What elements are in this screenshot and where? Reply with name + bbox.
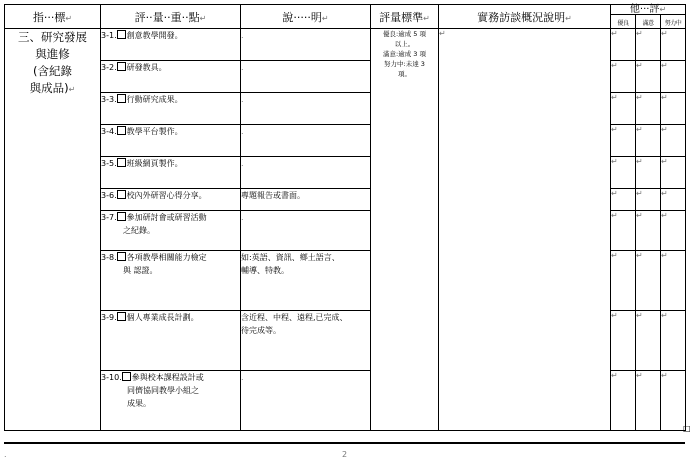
score-excellent[interactable]: ↵ [611, 189, 636, 211]
score-excellent[interactable]: ↵ [611, 311, 636, 371]
header-standard: 評量標準↵ [371, 5, 439, 29]
score-excellent[interactable]: ↵ [611, 29, 636, 61]
score-satisfied[interactable]: ↵ [636, 189, 661, 211]
score-satisfied[interactable]: ↵ [636, 61, 661, 93]
score-effort[interactable]: ↵ [661, 125, 686, 157]
score-excellent[interactable]: ↵ [611, 211, 636, 251]
item-cell: 3-3. 行動研究成果。 [101, 93, 241, 125]
evaluation-sheet [4, 4, 684, 440]
table-row [5, 29, 686, 61]
score-satisfied[interactable]: ↵ [636, 157, 661, 189]
desc-cell [241, 311, 371, 371]
category-line-1: 三、研究發展 [18, 30, 87, 44]
category-line-4: 與成品) [29, 81, 69, 95]
header-description: 說‧‧‧‧‧明↵ [241, 5, 371, 29]
score-effort[interactable]: ↵ [661, 93, 686, 125]
checkbox[interactable] [117, 312, 126, 321]
visit-notes-cell[interactable]: ↵ [439, 29, 611, 431]
standard-line-4: 努力中:未達 3 [384, 60, 425, 68]
item-cell: 3-2. 研發教具。 [101, 61, 241, 93]
header-visit: 實務訪談概況說明↵ [439, 5, 611, 29]
desc-cell: . [241, 29, 371, 61]
item-cell: 3-10. 參與校本課程設計或 同儕協同教學小組之 成果。 [101, 371, 241, 431]
desc-cell: . [241, 211, 371, 251]
standard-cell [371, 29, 439, 431]
checkbox[interactable] [117, 212, 126, 221]
checkbox[interactable] [117, 158, 126, 167]
desc-cell [241, 251, 371, 311]
checkbox[interactable] [117, 190, 126, 199]
standard-line-2: 以上。 [394, 40, 415, 48]
score-effort[interactable]: ↵ [661, 251, 686, 311]
header-sub-effort: 努力中 [661, 15, 686, 29]
desc-line-2: 待完成等。 [241, 326, 281, 335]
desc-line-1: 含近程、中程、遠程,已完成、 [241, 313, 348, 322]
score-effort[interactable]: ↵ [661, 189, 686, 211]
desc-cell: . [241, 157, 371, 189]
item-cell: 3-6. 校內外研習心得分享。 [101, 189, 241, 211]
desc-cell: . [241, 93, 371, 125]
desc-line-1: 如:英語、資訊、鄉土語言、 [241, 253, 340, 262]
score-effort[interactable]: ↵ [661, 29, 686, 61]
checkbox[interactable] [117, 252, 126, 261]
score-effort[interactable]: ↵ [661, 61, 686, 93]
score-satisfied[interactable]: ↵ [636, 93, 661, 125]
category-line-3: (含紀錄 [33, 64, 72, 78]
category-line-2: 與進修 [35, 47, 70, 61]
score-excellent[interactable]: ↵ [611, 251, 636, 311]
score-satisfied[interactable]: ↵ [636, 29, 661, 61]
item-cell: 3-5. 班級網頁製作。 [101, 157, 241, 189]
score-effort[interactable]: ↵ [661, 311, 686, 371]
desc-cell: . [241, 61, 371, 93]
evaluation-table [4, 4, 686, 431]
checkbox[interactable] [117, 126, 126, 135]
page-number: 2 [342, 450, 348, 459]
standard-line-3: 滿意:逾成 3 項 [383, 50, 426, 58]
desc-cell: 專題報告或書面。 [241, 189, 371, 211]
item-cell: 3-9. 個人專業成長計劃。 [101, 311, 241, 371]
standard-line-5: 項。 [398, 70, 411, 78]
item-cell: 3-1. 創意教學開發。 [101, 29, 241, 61]
desc-line-2: 輔導、特教。 [241, 266, 289, 275]
score-effort[interactable]: ↵ [661, 157, 686, 189]
score-excellent[interactable]: ↵ [611, 371, 636, 431]
paragraph-mark: . [4, 450, 7, 459]
standard-line-1: 優良:逾成 5 項 [383, 30, 426, 38]
score-satisfied[interactable]: ↵ [636, 125, 661, 157]
score-effort[interactable]: ↵ [661, 371, 686, 431]
header-sub-satisfied: 滿意 [636, 15, 661, 29]
score-effort[interactable]: ↵ [661, 211, 686, 251]
table-bottom-border [4, 442, 685, 444]
score-satisfied[interactable]: ↵ [636, 251, 661, 311]
desc-cell: . [241, 125, 371, 157]
checkbox[interactable] [117, 62, 126, 71]
category-cell: 三、研究發展 與進修 (含紀錄 與成品)↵ [5, 29, 101, 431]
header-points: 評‧‧量‧‧重‧‧點↵ [101, 5, 241, 29]
corner-mark: □ [683, 424, 691, 433]
checkbox[interactable] [122, 372, 131, 381]
header-row-top [5, 5, 686, 15]
item-cell: 3-8. 各項教學相關能力檢定 與 認證。 [101, 251, 241, 311]
item-cell: 3-4. 教學平台製作。 [101, 125, 241, 157]
header-indicator: 指‧‧‧標↵ [5, 5, 101, 29]
desc-cell: . [241, 371, 371, 431]
score-excellent[interactable]: ↵ [611, 157, 636, 189]
score-satisfied[interactable]: ↵ [636, 371, 661, 431]
item-cell-line-2: 同儕協同教學小組之 [127, 386, 199, 395]
item-cell-line-2: 之紀錄。 [123, 226, 155, 235]
item-cell-line-2: 與 認證。 [123, 266, 158, 275]
item-cell-line-3: 成果。 [127, 399, 151, 408]
score-excellent[interactable]: ↵ [611, 125, 636, 157]
score-excellent[interactable]: ↵ [611, 93, 636, 125]
header-rating: 他‧‧‧評↵ [611, 5, 686, 15]
checkbox[interactable] [117, 94, 126, 103]
score-satisfied[interactable]: ↵ [636, 211, 661, 251]
score-satisfied[interactable]: ↵ [636, 311, 661, 371]
score-excellent[interactable]: ↵ [611, 61, 636, 93]
item-cell: 3-7. 參加研討會或研習活動 之紀錄。 [101, 211, 241, 251]
checkbox[interactable] [117, 30, 126, 39]
header-sub-excellent: 優良 [611, 15, 636, 29]
